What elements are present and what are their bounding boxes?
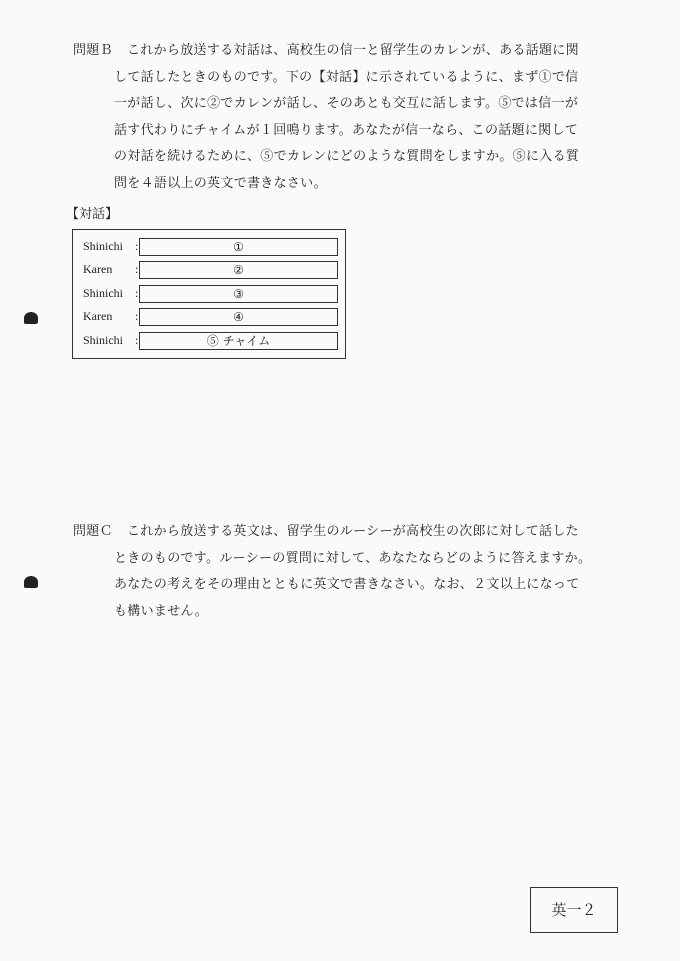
dialogue-title: 【対話】 xyxy=(66,207,119,222)
question-c-first-line xyxy=(73,519,613,546)
question-c xyxy=(73,519,613,625)
dialogue-slot: ⑤ チャイム xyxy=(139,332,338,350)
speaker-name: Karen xyxy=(83,309,113,323)
dialogue-row xyxy=(73,308,345,326)
question-c-text-line: も構いません。 xyxy=(114,603,208,619)
question-b-text-line: の対話を続けるために、⑤でカレンにどのような質問をしますか。⑤に入る質 xyxy=(114,149,580,164)
page-number-box xyxy=(530,887,618,933)
dialogue-box xyxy=(72,229,346,359)
question-b-text-line: これから放送する対話は、高校生の信一と留学生のカレンが、ある話題に関 xyxy=(127,43,579,58)
speaker-name: Shinichi xyxy=(83,239,124,253)
question-c-text-line: あなたの考えをその理由とともに英文で書きなさい。なお、２文以上になって xyxy=(114,577,580,592)
question-b-label: 問題Ｂ xyxy=(73,43,113,58)
speaker-colon: : xyxy=(135,309,139,323)
question-b-text-line: 問を４語以上の英文で書きなさい。 xyxy=(114,175,327,191)
question-b-text-line: 話す代わりにチャイムが１回鳴ります。あなたが信一なら、この話題に関して xyxy=(114,122,579,138)
dialogue-slot: ① xyxy=(139,238,338,256)
dialogue-row xyxy=(73,238,345,256)
question-b-first-line xyxy=(73,38,613,65)
speaker-colon: : xyxy=(135,286,139,300)
question-b xyxy=(73,38,613,197)
speaker-colon: : xyxy=(135,262,139,276)
dialogue-slot: ④ xyxy=(139,308,338,326)
speaker-name: Shinichi xyxy=(83,286,124,300)
dialogue-slot: ③ xyxy=(139,285,338,303)
speaker-name: Shinichi xyxy=(83,333,124,347)
page-number: 英一２ xyxy=(551,901,597,919)
punch-hole-mark xyxy=(24,312,38,324)
dialogue-slot: ② xyxy=(139,261,338,279)
question-c-text-line: ときのものです。ルーシーの質問に対して、あなたならどのように答えますか。 xyxy=(114,550,592,566)
dialogue-row xyxy=(73,285,345,303)
speaker-colon: : xyxy=(135,333,139,347)
dialogue-row xyxy=(73,332,345,350)
speaker-name: Karen xyxy=(83,262,113,276)
speaker-colon: : xyxy=(135,239,139,253)
punch-hole-mark xyxy=(24,576,38,588)
dialogue-row xyxy=(73,261,345,279)
question-c-text-line: これから放送する英文は、留学生のルーシーが高校生の次郎に対して話した xyxy=(127,524,579,539)
question-c-label: 問題Ｃ xyxy=(73,524,113,539)
question-b-text-line: 一が話し、次に②でカレンが話し、そのあとも交互に話します。⑤では信一が xyxy=(114,96,579,111)
question-b-text-line: して話したときのものです。下の【対話】に示されているように、まず①で信 xyxy=(114,69,579,85)
